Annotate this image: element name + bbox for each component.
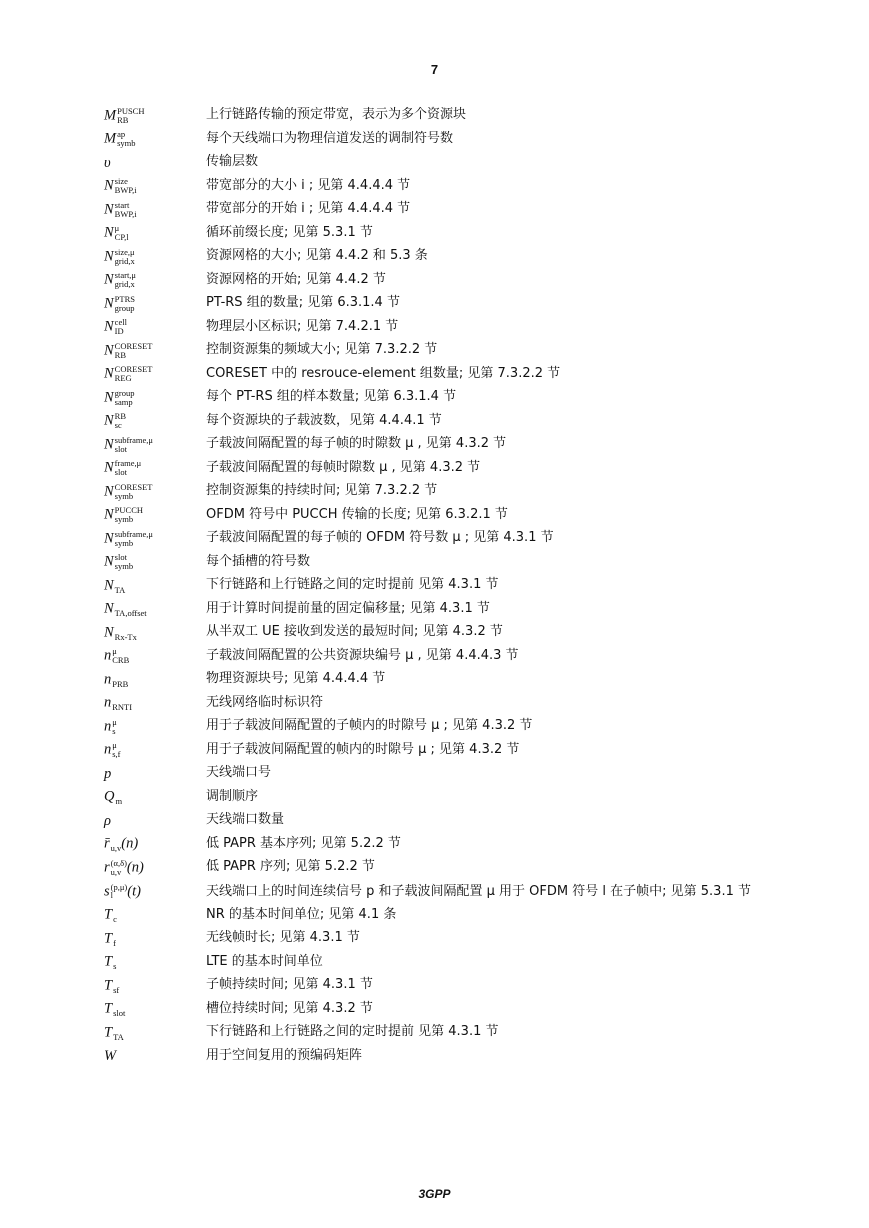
symbol-row <box>104 1021 804 1045</box>
symbol-description: 循环前缀长度; 见第 5.3.1 节 <box>206 224 373 240</box>
symbol-description: 每个 PT-RS 组的样本数量; 见第 6.3.1.4 节 <box>206 389 457 405</box>
symbol-description: 低 PAPR 基本序列; 见第 5.2.2 节 <box>206 835 401 851</box>
symbol-notation <box>104 483 206 501</box>
symbol-base: s <box>104 882 110 899</box>
symbol-scripts <box>115 295 135 313</box>
symbol-notation <box>104 906 206 924</box>
symbol-base: T <box>104 1023 113 1040</box>
symbol-base: n <box>104 741 112 758</box>
symbol-superscript: start,μ <box>114 270 136 281</box>
symbol-superscript: cell <box>114 317 127 328</box>
symbol-base: r <box>104 859 110 876</box>
symbol-subscript: PRB <box>112 678 129 689</box>
symbol-subscript: BWP,i <box>114 185 137 196</box>
symbol-description: 每个天线端口为物理信道发送的调制符号数 <box>206 130 454 146</box>
symbol-description: 每个插槽的符号数 <box>206 553 311 569</box>
symbol-row <box>104 363 804 387</box>
symbol-description: 用于子载波间隔配置的子帧内的时隙号 μ ; 见第 4.3.2 节 <box>206 718 533 734</box>
symbol-description: NR 的基本时间单位; 见第 4.1 条 <box>206 906 397 922</box>
symbol-notation <box>104 930 206 948</box>
symbol-description: 天线端口号 <box>206 765 272 781</box>
symbol-notation <box>104 342 206 360</box>
symbol-row <box>104 104 804 128</box>
symbol-subscript: slot <box>114 467 127 478</box>
symbol-superscript: size <box>114 176 128 187</box>
symbol-scripts <box>115 271 136 289</box>
symbol-subscript: samp <box>114 396 133 407</box>
symbol-description: 上行链路传输的预定带宽，表示为多个资源块 <box>206 107 467 123</box>
symbol-description: 天线端口数量 <box>206 812 285 828</box>
symbol-superscript: group <box>114 387 135 398</box>
symbol-base: N <box>104 577 114 594</box>
symbol-subscript: slot <box>113 1008 126 1019</box>
symbol-superscript: subframe,μ <box>114 528 153 539</box>
symbol-base: N <box>104 177 114 194</box>
symbol-scripts <box>115 342 153 360</box>
symbol-subscript: TA,offset <box>114 608 147 619</box>
symbol-argument: (n) <box>126 859 144 876</box>
symbol-subscript: symb <box>117 138 136 149</box>
symbol-scripts <box>111 883 128 901</box>
symbol-description: 调制顺序 <box>206 788 259 804</box>
symbol-notation <box>104 814 206 829</box>
symbol-superscript: RB <box>114 411 127 422</box>
symbol-superscript: μ <box>112 716 117 727</box>
symbol-scripts <box>112 694 132 712</box>
symbol-row <box>104 527 804 551</box>
symbol-notation <box>104 107 206 125</box>
symbol-base: T <box>104 906 113 923</box>
symbol-scripts <box>112 741 120 759</box>
symbol-scripts <box>115 600 147 618</box>
symbol-notation <box>104 318 206 336</box>
symbol-base: N <box>104 248 114 265</box>
symbol-description: OFDM 符号中 PUCCH 传输的长度; 见第 6.3.2.1 节 <box>206 506 508 522</box>
symbol-scripts <box>115 248 135 266</box>
symbol-scripts <box>115 506 143 524</box>
symbol-superscript: PUCCH <box>114 505 144 516</box>
symbol-description: 下行链路和上行链路之间的定时提前 见第 4.3.1 节 <box>206 577 499 593</box>
symbol-base: N <box>104 271 114 288</box>
symbol-row <box>104 551 804 575</box>
symbol-subscript: group <box>114 302 135 313</box>
symbol-notation <box>104 1000 206 1018</box>
symbol-subscript: s <box>112 725 116 736</box>
symbol-subscript: u,v <box>110 866 122 877</box>
symbol-description: 用于子载波间隔配置的帧内的时隙号 μ ; 见第 4.3.2 节 <box>206 741 520 757</box>
symbol-subscript: CP,l <box>114 232 129 243</box>
symbol-row <box>104 339 804 363</box>
symbol-superscript: μ <box>114 223 120 234</box>
symbol-superscript: μ <box>112 646 117 657</box>
symbol-row <box>104 128 804 152</box>
symbol-notation <box>104 694 206 712</box>
symbol-row <box>104 786 804 810</box>
symbol-base: N <box>104 224 114 241</box>
symbol-argument: (n) <box>121 835 139 852</box>
symbol-row <box>104 245 804 269</box>
symbol-notation <box>104 130 206 148</box>
symbol-superscript: μ <box>112 740 117 751</box>
symbol-base: n <box>104 718 112 735</box>
symbol-description: 资源网格的大小; 见第 4.4.2 和 5.3 条 <box>206 248 428 264</box>
symbol-scripts <box>111 835 122 853</box>
symbol-notation <box>104 177 206 195</box>
symbol-scripts <box>112 671 128 689</box>
symbol-base: n <box>104 671 112 688</box>
symbol-scripts <box>115 224 129 242</box>
symbol-scripts <box>115 553 133 571</box>
symbol-description: 控制资源集的持续时间; 见第 7.3.2.2 节 <box>206 483 438 499</box>
symbol-notation <box>104 412 206 430</box>
symbol-description: 槽位持续时间; 见第 4.3.2 节 <box>206 1000 373 1016</box>
symbol-list <box>104 104 804 1068</box>
symbol-scripts <box>115 318 127 336</box>
symbol-notation <box>104 1049 206 1064</box>
symbol-subscript: l <box>110 890 114 901</box>
symbol-notation <box>104 647 206 665</box>
symbol-description: 控制资源集的频域大小; 见第 7.3.2.2 节 <box>206 342 438 358</box>
symbol-subscript: RB <box>117 114 129 125</box>
symbol-scripts <box>115 201 137 219</box>
symbol-subscript: grid,x <box>114 279 135 290</box>
symbol-row <box>104 175 804 199</box>
symbol-description: 每个资源块的子载波数，见第 4.4.4.1 节 <box>206 412 442 428</box>
symbol-base: M <box>104 107 117 124</box>
symbol-subscript: s,f <box>112 749 121 760</box>
symbol-scripts <box>113 977 119 995</box>
symbol-scripts <box>115 459 142 477</box>
symbol-notation <box>104 741 206 759</box>
symbol-base: N <box>104 553 114 570</box>
symbol-scripts <box>112 647 129 665</box>
symbol-notation <box>104 271 206 289</box>
symbol-row <box>104 927 804 951</box>
symbol-scripts <box>113 1000 125 1018</box>
symbol-subscript: Rx-Tx <box>114 631 137 642</box>
symbol-row <box>104 1044 804 1068</box>
symbol-description: 带宽部分的大小 i ; 见第 4.4.4.4 节 <box>206 177 411 193</box>
symbol-row <box>104 480 804 504</box>
symbol-base: υ <box>104 154 111 171</box>
symbol-base: n <box>104 694 112 711</box>
symbol-description: 天线端口上的时间连续信号 p 和子载波间隔配置 μ 用于 OFDM 符号 l 在子帧中; 见第 5.3.1 节 <box>206 883 751 899</box>
symbol-superscript: CORESET <box>114 340 153 351</box>
symbol-base: N <box>104 506 114 523</box>
symbol-scripts <box>115 483 153 501</box>
symbol-description: PT-RS 组的数量; 见第 6.3.1.4 节 <box>206 295 400 311</box>
symbol-base: N <box>104 295 114 312</box>
symbol-superscript: frame,μ <box>114 458 142 469</box>
symbol-base: N <box>104 530 114 547</box>
symbol-base: ρ <box>104 812 111 829</box>
symbol-subscript: CRB <box>112 655 130 666</box>
symbol-subscript: TA <box>114 584 126 595</box>
symbol-base: N <box>104 600 114 617</box>
symbol-row <box>104 997 804 1021</box>
symbol-superscript: slot <box>114 552 127 563</box>
page-number: 7 <box>430 62 439 77</box>
symbol-base: T <box>104 929 113 946</box>
symbol-row <box>104 433 804 457</box>
symbol-row <box>104 292 804 316</box>
symbol-notation <box>104 436 206 454</box>
symbol-description: 下行链路和上行链路之间的定时提前 见第 4.3.1 节 <box>206 1024 499 1040</box>
symbol-notation <box>104 389 206 407</box>
symbol-row <box>104 903 804 927</box>
symbol-row <box>104 410 804 434</box>
symbol-notation <box>104 624 206 642</box>
symbol-description: 无线帧时长; 见第 4.3.1 节 <box>206 930 360 946</box>
symbol-base: W <box>104 1047 117 1064</box>
symbol-description: 物理资源块号; 见第 4.4.4.4 节 <box>206 671 386 687</box>
symbol-notation <box>104 671 206 689</box>
symbol-row <box>104 457 804 481</box>
symbol-row <box>104 880 804 904</box>
symbol-subscript: RB <box>114 349 127 360</box>
footer-3gpp: 3GPP <box>418 1187 451 1201</box>
symbol-superscript: (α,δ) <box>110 857 127 868</box>
symbol-base: N <box>104 318 114 335</box>
symbol-subscript: f <box>113 937 116 948</box>
symbol-subscript: sc <box>114 420 122 431</box>
symbol-superscript: start <box>114 199 130 210</box>
symbol-superscript: PTRS <box>114 293 135 304</box>
symbol-subscript: symb <box>114 537 134 548</box>
symbol-row <box>104 386 804 410</box>
symbol-description: 用于空间复用的预编码矩阵 <box>206 1047 363 1063</box>
symbol-base: n <box>104 647 112 664</box>
symbol-base: p <box>104 765 112 782</box>
symbol-row <box>104 762 804 786</box>
symbol-description: 从半双工 UE 接收到发送的最短时间; 见第 4.3.2 节 <box>206 624 503 640</box>
symbol-description: 带宽部分的开始 i ; 见第 4.4.4.4 节 <box>206 201 411 217</box>
symbol-scripts <box>115 389 135 407</box>
symbol-description: CORESET 中的 resrouce-element 组数量; 见第 7.3.2.2 节 <box>206 365 561 381</box>
symbol-subscript: REG <box>114 373 132 384</box>
symbol-row <box>104 856 804 880</box>
symbol-row <box>104 715 804 739</box>
symbol-base: N <box>104 459 114 476</box>
symbol-row <box>104 809 804 833</box>
symbol-row <box>104 198 804 222</box>
symbol-scripts <box>112 718 117 736</box>
symbol-description: 子载波间隔配置的公共资源块编号 μ , 见第 4.4.4.3 节 <box>206 647 519 663</box>
symbol-scripts <box>115 412 126 430</box>
symbol-scripts <box>115 177 137 195</box>
symbol-row <box>104 316 804 340</box>
symbol-notation <box>104 767 206 782</box>
symbol-scripts <box>115 624 137 642</box>
symbol-base: Q <box>104 788 115 805</box>
symbol-notation <box>104 553 206 571</box>
symbol-description: 低 PAPR 序列; 见第 5.2.2 节 <box>206 859 375 875</box>
symbol-scripts <box>115 530 153 548</box>
symbol-notation <box>104 201 206 219</box>
symbol-notation <box>104 156 206 171</box>
symbol-row <box>104 645 804 669</box>
symbol-row <box>104 151 804 175</box>
symbol-superscript: ap <box>117 129 126 140</box>
symbol-row <box>104 621 804 645</box>
symbol-notation <box>104 859 206 877</box>
symbol-description: 物理层小区标识; 见第 7.4.2.1 节 <box>206 318 399 334</box>
symbol-row <box>104 668 804 692</box>
symbol-base: N <box>104 201 114 218</box>
symbol-row <box>104 269 804 293</box>
symbol-subscript: BWP,i <box>114 208 137 219</box>
symbol-notation <box>104 459 206 477</box>
symbol-row <box>104 598 804 622</box>
symbol-notation <box>104 506 206 524</box>
symbol-notation <box>104 295 206 313</box>
symbol-row <box>104 739 804 763</box>
symbol-notation <box>104 835 206 853</box>
symbol-superscript: CORESET <box>114 364 153 375</box>
symbol-scripts <box>115 577 126 595</box>
symbol-base: N <box>104 483 114 500</box>
symbol-notation <box>104 883 206 901</box>
symbol-scripts <box>111 859 127 877</box>
symbol-description: 无线网络临时标识符 <box>206 694 324 710</box>
symbol-subscript: ID <box>114 326 124 337</box>
symbol-base: N <box>104 342 114 359</box>
symbol-subscript: TA <box>113 1031 124 1042</box>
symbol-notation <box>104 718 206 736</box>
symbol-base: T <box>104 1000 113 1017</box>
symbol-row <box>104 833 804 857</box>
symbol-row <box>104 974 804 998</box>
symbol-description: 资源网格的开始; 见第 4.4.2 节 <box>206 271 386 287</box>
symbol-scripts <box>117 107 144 125</box>
symbol-notation <box>104 600 206 618</box>
symbol-superscript: size,μ <box>114 246 135 257</box>
symbol-row <box>104 222 804 246</box>
symbol-scripts <box>113 930 116 948</box>
symbol-base: r̄ <box>104 835 110 852</box>
symbol-subscript: symb <box>114 490 134 501</box>
symbol-scripts <box>113 953 116 971</box>
symbol-description: LTE 的基本时间单位 <box>206 953 323 969</box>
symbol-superscript: CORESET <box>114 481 153 492</box>
symbol-description: 子载波间隔配置的每帧时隙数 μ , 见第 4.3.2 节 <box>206 459 481 475</box>
symbol-description: 传输层数 <box>206 154 259 170</box>
symbol-base: N <box>104 412 114 429</box>
symbol-description: 用于计算时间提前量的固定偏移量; 见第 4.3.1 节 <box>206 600 490 616</box>
symbol-base: M <box>104 130 117 147</box>
symbol-notation <box>104 224 206 242</box>
symbol-base: N <box>104 624 114 641</box>
symbol-subscript: symb <box>114 561 134 572</box>
symbol-subscript: sf <box>113 984 120 995</box>
symbol-subscript: c <box>113 914 117 925</box>
symbol-notation <box>104 530 206 548</box>
symbol-row <box>104 504 804 528</box>
symbol-row <box>104 692 804 716</box>
symbol-notation <box>104 1024 206 1042</box>
symbol-superscript: subframe,μ <box>114 434 153 445</box>
symbol-subscript: grid,x <box>114 255 135 266</box>
symbol-scripts <box>113 906 117 924</box>
symbol-subscript: m <box>115 796 123 807</box>
symbol-base: N <box>104 389 114 406</box>
symbol-superscript: (p,μ) <box>110 881 128 892</box>
symbol-base: N <box>104 365 114 382</box>
symbol-notation <box>104 577 206 595</box>
symbol-row <box>104 574 804 598</box>
symbol-notation <box>104 953 206 971</box>
symbol-notation <box>104 788 206 806</box>
symbol-superscript: PUSCH <box>117 105 145 116</box>
symbol-base: T <box>104 976 113 993</box>
symbol-scripts <box>115 436 153 454</box>
symbol-description: 子载波间隔配置的每子帧的时隙数 μ , 见第 4.3.2 节 <box>206 436 507 452</box>
symbol-argument: (t) <box>127 882 141 899</box>
symbol-subscript: u,v <box>110 843 122 854</box>
symbol-scripts <box>113 1024 124 1042</box>
symbol-scripts <box>115 788 122 806</box>
symbol-row <box>104 950 804 974</box>
symbol-notation <box>104 365 206 383</box>
symbol-notation <box>104 977 206 995</box>
symbol-base: T <box>104 953 113 970</box>
symbol-base: N <box>104 436 114 453</box>
symbol-subscript: RNTI <box>112 702 133 713</box>
symbol-subscript: symb <box>114 514 134 525</box>
symbol-description: 子帧持续时间; 见第 4.3.1 节 <box>206 977 373 993</box>
symbol-description: 子载波间隔配置的每子帧的 OFDM 符号数 μ ; 见第 4.3.1 节 <box>206 530 554 546</box>
symbol-subscript: s <box>113 961 117 972</box>
symbol-scripts <box>115 365 153 383</box>
symbol-subscript: slot <box>114 443 127 454</box>
symbol-notation <box>104 248 206 266</box>
symbol-scripts <box>117 130 135 148</box>
